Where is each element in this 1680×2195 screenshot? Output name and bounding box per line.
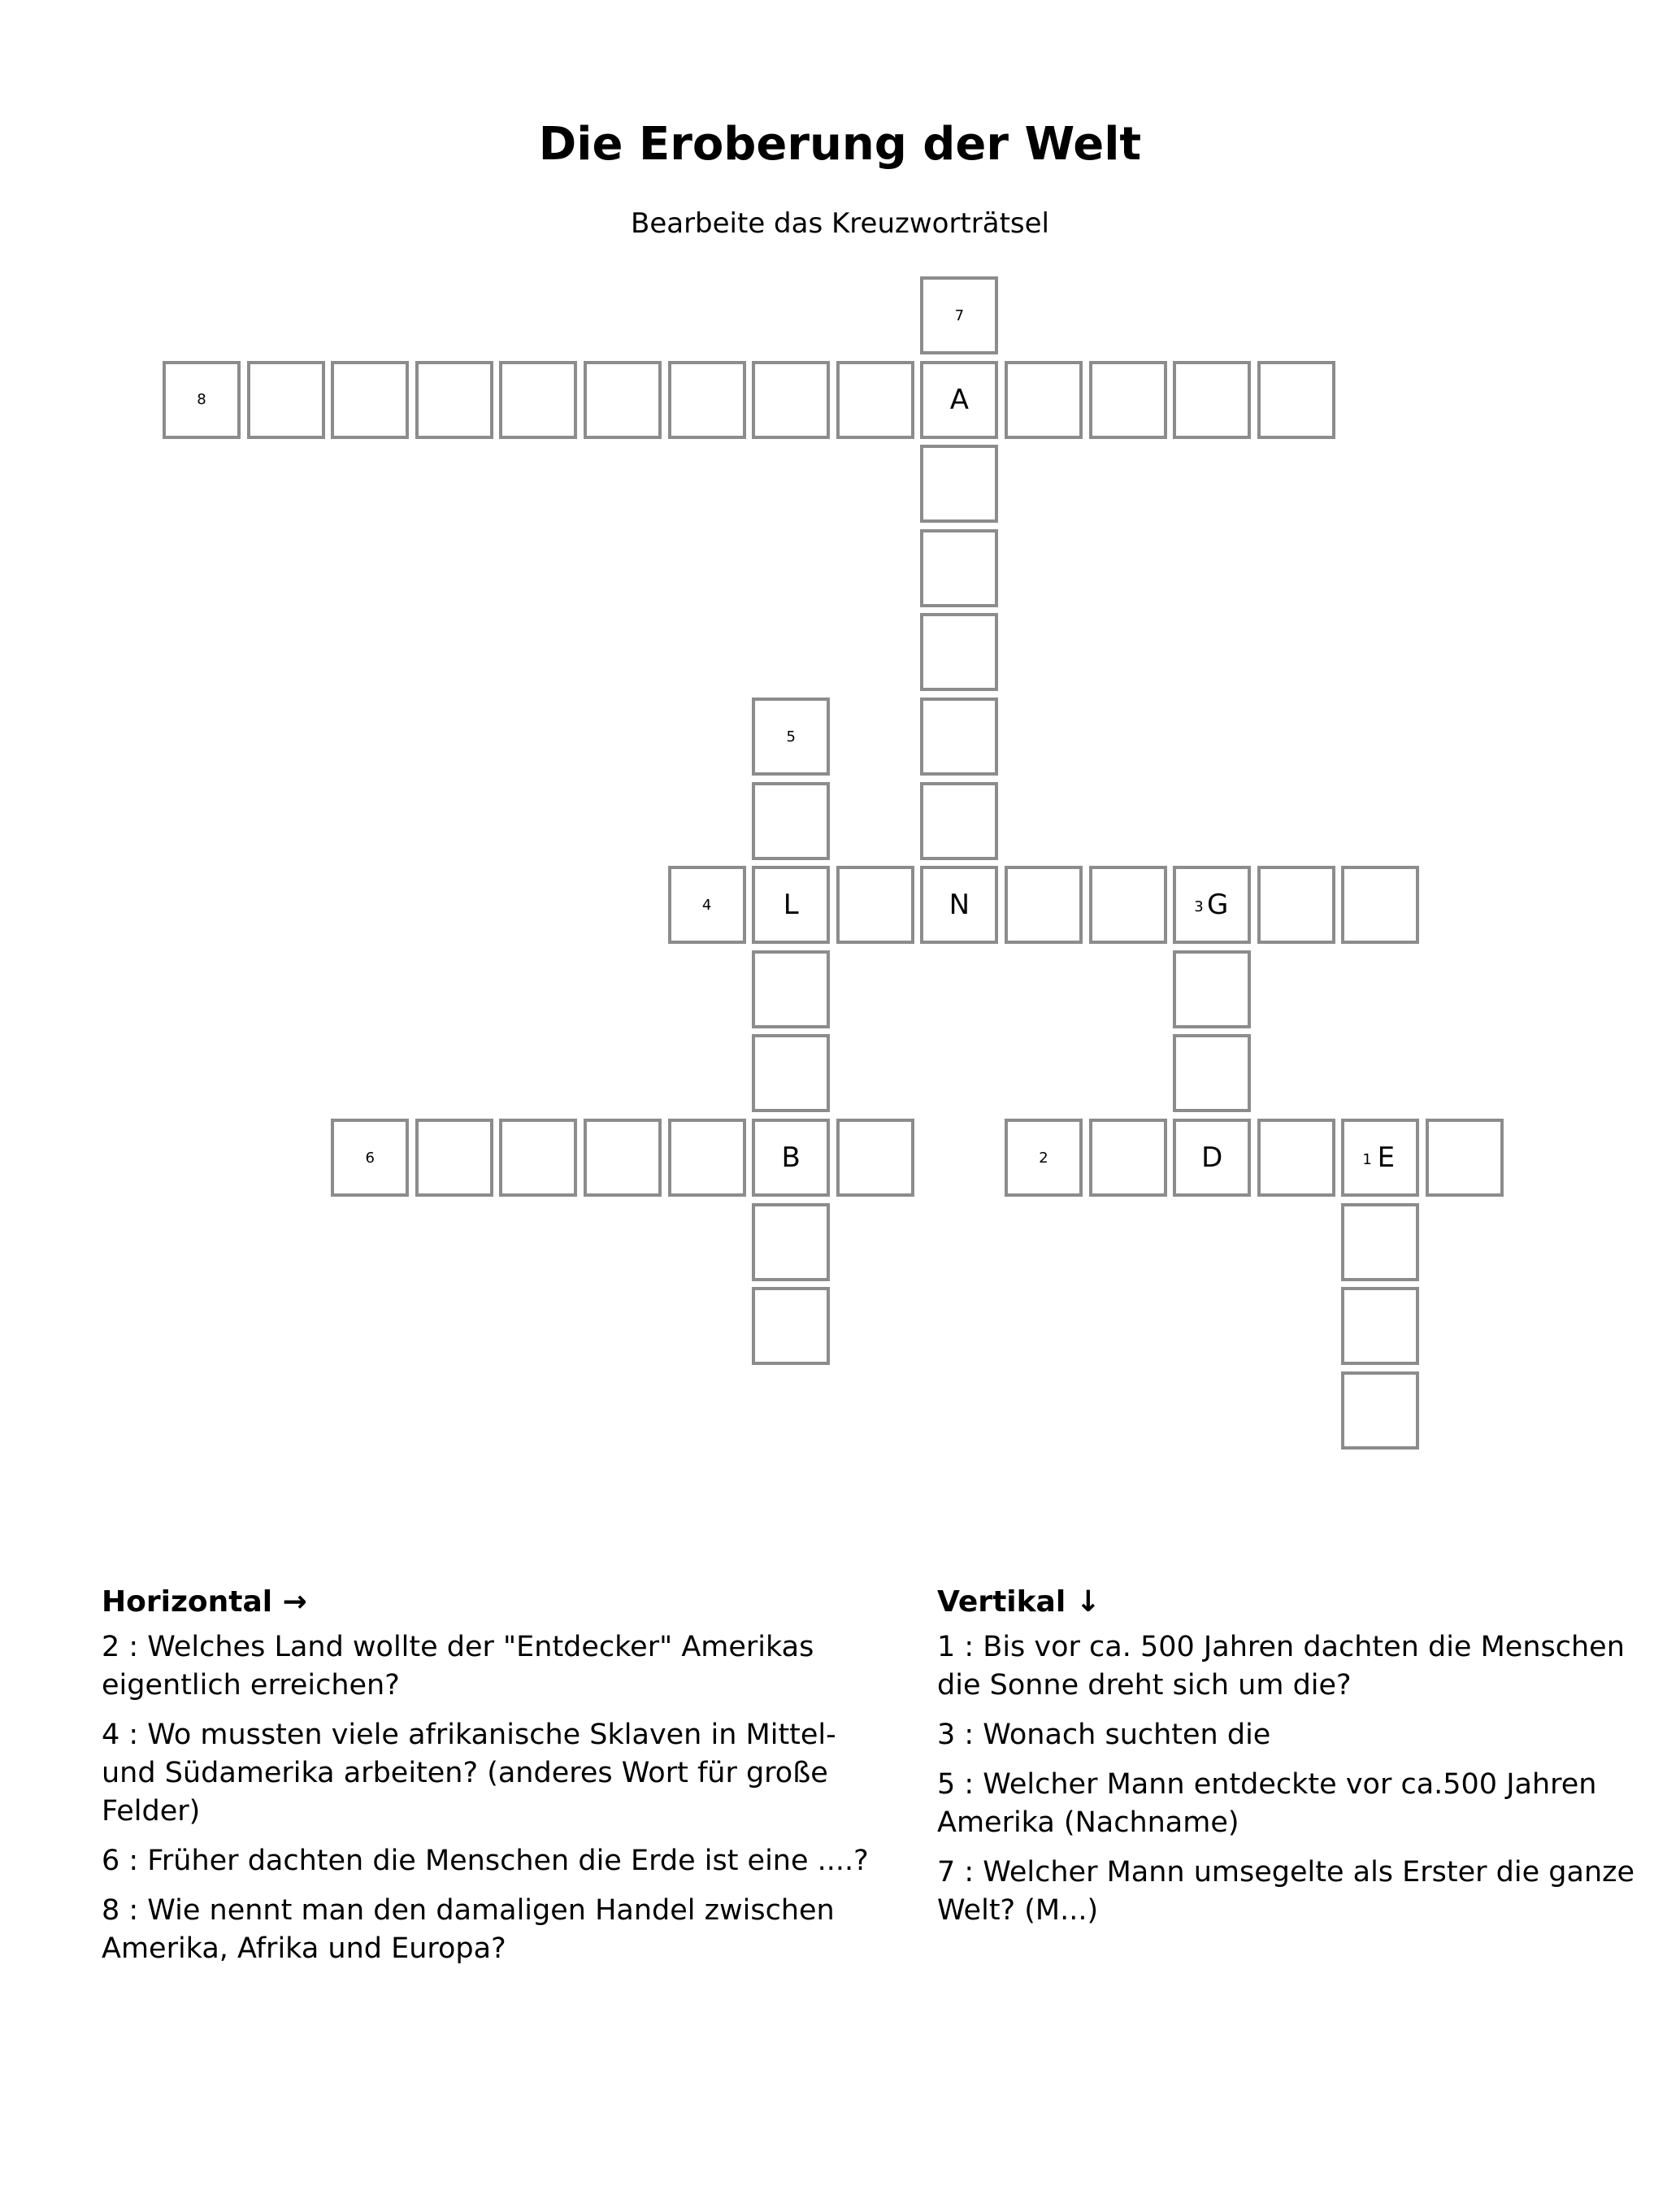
crossword-cell[interactable] — [415, 1119, 493, 1197]
clue-number: 6 — [365, 1149, 375, 1167]
crossword-cell[interactable] — [247, 361, 325, 439]
crossword-cell[interactable] — [1173, 1119, 1251, 1197]
crossword-cell[interactable] — [415, 361, 493, 439]
cell-letter: B — [781, 1141, 801, 1174]
crossword-cell[interactable] — [1173, 1034, 1251, 1112]
cell-letter: N — [949, 889, 970, 922]
crossword-cell[interactable] — [1341, 1203, 1419, 1281]
cell-letter: G — [1207, 889, 1229, 922]
crossword-cell[interactable] — [920, 782, 998, 860]
crossword-cell[interactable] — [1173, 950, 1251, 1028]
crossword-cell[interactable] — [584, 361, 662, 439]
cell-letter: D — [1201, 1141, 1223, 1174]
clue-down-5: 5 : Welcher Mann entdeckte vor ca.500 Jahren Amerika (Nachname) — [937, 1768, 1597, 1839]
crossword-cell[interactable] — [1257, 1119, 1335, 1197]
crossword-cell[interactable] — [584, 1119, 662, 1197]
crossword-cell[interactable] — [752, 782, 830, 860]
crossword-cell[interactable] — [1341, 1119, 1419, 1197]
clue-number: 8 — [197, 391, 206, 409]
cell-letter: E — [1377, 1141, 1396, 1174]
crossword-cell[interactable] — [331, 1119, 409, 1197]
clue-number: 2 — [1039, 1149, 1048, 1167]
crossword-cell[interactable] — [163, 361, 241, 439]
crossword-cell[interactable] — [752, 950, 830, 1028]
clue-across-8: 8 : Wie nennt man den damaligen Handel zwischen Amerika, Afrika und Europa? — [102, 1894, 835, 1965]
crossword-cell[interactable] — [920, 445, 998, 523]
crossword-cell[interactable] — [1341, 1287, 1419, 1365]
crossword-cell[interactable] — [331, 361, 409, 439]
across-heading: Horizontal → — [102, 1585, 307, 1619]
down-clues — [937, 1585, 1652, 1941]
crossword-cell[interactable] — [752, 866, 830, 944]
crossword-cell[interactable] — [920, 529, 998, 607]
cell-letter: A — [949, 383, 970, 416]
crossword-cell[interactable] — [1257, 866, 1335, 944]
clue-across-2: 2 : Welches Land wollte der "Entdecker" Amerikas eigentlich erreichen? — [102, 1631, 814, 1702]
crossword-cell[interactable] — [499, 1119, 577, 1197]
crossword-cell[interactable] — [752, 1034, 830, 1112]
crossword-cell[interactable] — [920, 698, 998, 776]
clue-down-3: 3 : Wonach suchten die — [937, 1719, 1271, 1751]
crossword-cell[interactable] — [668, 866, 746, 944]
crossword-cell[interactable] — [668, 1119, 746, 1197]
clue-number: 5 — [786, 728, 796, 745]
page-subtitle: Bearbeite das Kreuzworträtsel — [631, 207, 1049, 240]
crossword-cell[interactable] — [920, 866, 998, 944]
crossword-cell[interactable] — [1089, 1119, 1167, 1197]
down-heading: Vertikal ↓ — [937, 1585, 1100, 1619]
clue-across-6: 6 : Früher dachten die Menschen die Erde ist eine ....? — [102, 1845, 869, 1877]
crossword-cell[interactable] — [1005, 866, 1083, 944]
crossword-cell[interactable] — [1005, 1119, 1083, 1197]
crossword-cell[interactable] — [836, 866, 914, 944]
clue-number: 1 — [1362, 1151, 1372, 1168]
crossword-cell[interactable] — [1173, 866, 1251, 944]
crossword-cell[interactable] — [1341, 1371, 1419, 1450]
across-clues — [102, 1585, 898, 1980]
crossword-cell[interactable] — [668, 361, 746, 439]
crossword-cell[interactable] — [836, 1119, 914, 1197]
crossword-cell[interactable] — [920, 276, 998, 354]
clue-number: 7 — [954, 306, 965, 324]
crossword-cell[interactable] — [752, 1119, 830, 1197]
crossword-cell[interactable] — [1426, 1119, 1504, 1197]
clue-down-7: 7 : Welcher Mann umsegelte als Erster die ganze Welt? (M...) — [937, 1856, 1635, 1927]
clue-number: 4 — [701, 896, 712, 914]
page-title: Die Eroberung der Welt — [538, 118, 1142, 171]
crossword-cell[interactable] — [1341, 866, 1419, 944]
clue-number: 3 — [1194, 898, 1204, 916]
crossword-cell[interactable] — [920, 613, 998, 691]
crossword-cell[interactable] — [752, 361, 830, 439]
crossword-cell[interactable] — [920, 361, 998, 439]
crossword-cell[interactable] — [1089, 866, 1167, 944]
crossword-cell[interactable] — [752, 698, 830, 776]
crossword-cell[interactable] — [499, 361, 577, 439]
crossword-cell[interactable] — [1089, 361, 1167, 439]
crossword-cell[interactable] — [752, 1287, 830, 1365]
clue-down-1: 1 : Bis vor ca. 500 Jahren dachten die Menschen die Sonne dreht sich um die? — [937, 1631, 1625, 1702]
crossword-cell[interactable] — [1257, 361, 1335, 439]
clue-across-4: 4 : Wo mussten viele afrikanische Sklaven in Mittel- und Südamerika arbeiten? (anderes Wort für große Felder) — [102, 1719, 836, 1828]
crossword-cell[interactable] — [836, 361, 914, 439]
crossword-cell[interactable] — [752, 1203, 830, 1281]
cell-letter: L — [783, 889, 799, 922]
crossword-cell[interactable] — [1005, 361, 1083, 439]
crossword-cell[interactable] — [1173, 361, 1251, 439]
